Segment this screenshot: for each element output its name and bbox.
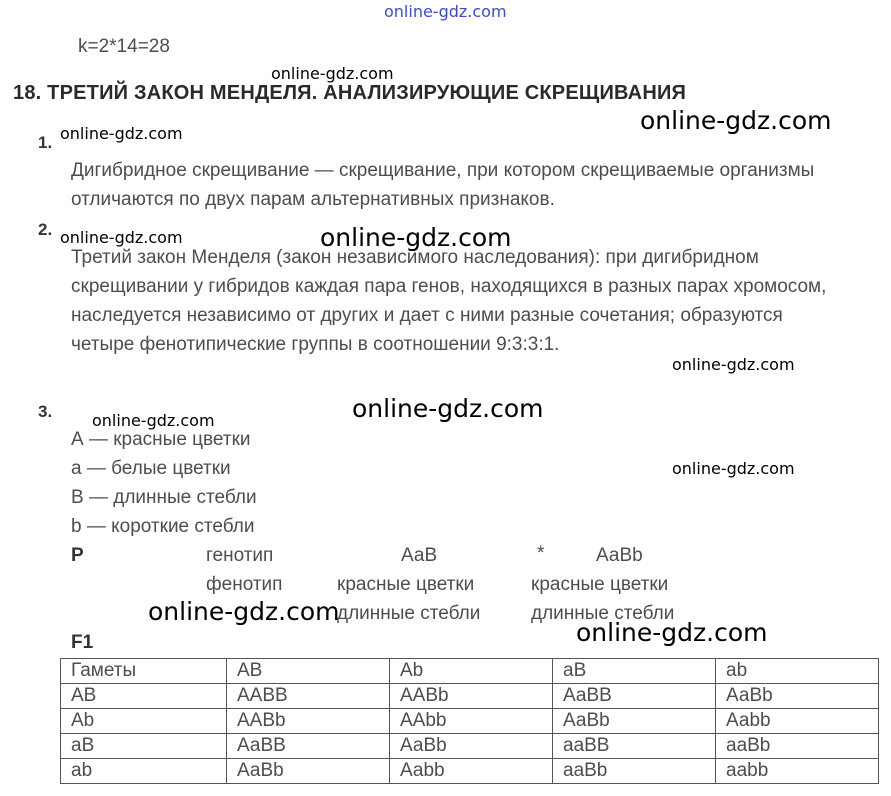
table-header-cell: аВ (553, 659, 716, 684)
phenotype-label: фенотип (206, 574, 283, 595)
watermark: online-gdz.com (271, 64, 394, 83)
table-cell: ААbb (390, 709, 553, 734)
table-row (61, 684, 879, 709)
page-title: 18. ТРЕТИЙ ЗАКОН МЕНДЕЛЯ. АНАЛИЗИРУЮЩИЕ СКРЕЩИВАНИЯ (13, 82, 687, 104)
table-cell: АаВВ (553, 684, 716, 709)
genotype-label: генотип (206, 545, 274, 566)
watermark: online-gdz.com (320, 223, 512, 252)
watermark: online-gdz.com (148, 597, 340, 626)
table-header-cell: аb (716, 659, 879, 684)
watermark-top: online-gdz.com (384, 2, 507, 21)
parent1-genotype: АаВ (401, 545, 438, 566)
parent2-phenotype: красные цветки (531, 574, 669, 595)
cross-sign: * (537, 543, 545, 564)
allele-line: а — белые цветки (71, 458, 231, 479)
table-cell: АаВb (553, 709, 716, 734)
watermark: online-gdz.com (60, 228, 183, 247)
table-cell: АВ (61, 684, 227, 709)
table-cell: аb (61, 759, 227, 784)
table-cell: Аb (61, 709, 227, 734)
watermark: online-gdz.com (92, 411, 215, 430)
table-cell: АаВВ (227, 734, 390, 759)
table-cell: ААВb (390, 684, 553, 709)
table-cell: аВ (61, 734, 227, 759)
table-header-cell: Аb (390, 659, 553, 684)
watermark: online-gdz.com (672, 355, 795, 374)
answer-2-text: Третий закон Менделя (закон независимого наследования): при дигибридном скрещивании у гибридов каждая пара генов, находящихся в разных парах хромосом, наследуется независимо от других и дает с ними разные сочетания; образуются четыре фенотипические группы в соотношении 9:3:3:1. (71, 247, 827, 355)
question-number-1: 1. (38, 133, 53, 152)
table-cell: АаВb (227, 759, 390, 784)
table-cell: ааbb (716, 759, 879, 784)
watermark: online-gdz.com (352, 394, 544, 423)
table-cell: ааВb (716, 734, 879, 759)
parent1-phenotype: длинные стебли (337, 603, 481, 624)
table-cell: Ааbb (716, 709, 879, 734)
table-cell: АаВb (390, 734, 553, 759)
watermark: online-gdz.com (672, 459, 795, 478)
table-row (61, 759, 879, 784)
allele-line: А — красные цветки (71, 429, 251, 450)
watermark: online-gdz.com (60, 124, 183, 143)
question-number-3: 3. (38, 402, 53, 421)
answer-1-text: Дигибридное скрещивание — скрещивание, при котором скрещиваемые организмы отличаются по двух парам альтернативных признаков. (71, 160, 815, 210)
table-row (61, 709, 879, 734)
f1-label: F1 (71, 632, 94, 653)
table-header-cell: АВ (227, 659, 390, 684)
parents-label: Р (71, 545, 84, 566)
punnett-table (60, 658, 879, 784)
parent2-genotype: АаВb (596, 545, 643, 566)
parent2-phenotype: длинные стебли (531, 603, 675, 624)
table-header-cell: Гаметы (61, 659, 227, 684)
table-header-row (61, 659, 879, 684)
parent1-phenotype: красные цветки (337, 574, 475, 595)
allele-line: В — длинные стебли (71, 487, 257, 508)
question-number-2: 2. (38, 220, 53, 239)
watermark: online-gdz.com (640, 106, 832, 135)
table-row (61, 734, 879, 759)
allele-line: b — короткие стебли (71, 516, 255, 537)
table-cell: ааВb (553, 759, 716, 784)
table-cell: АаВb (716, 684, 879, 709)
table-cell: ААВВ (227, 684, 390, 709)
table-cell: ааВВ (553, 734, 716, 759)
previous-answer-line: k=2*14=28 (78, 36, 170, 57)
table-cell: ААВb (227, 709, 390, 734)
watermark: online-gdz.com (576, 618, 768, 647)
table-cell: Ааbb (390, 759, 553, 784)
